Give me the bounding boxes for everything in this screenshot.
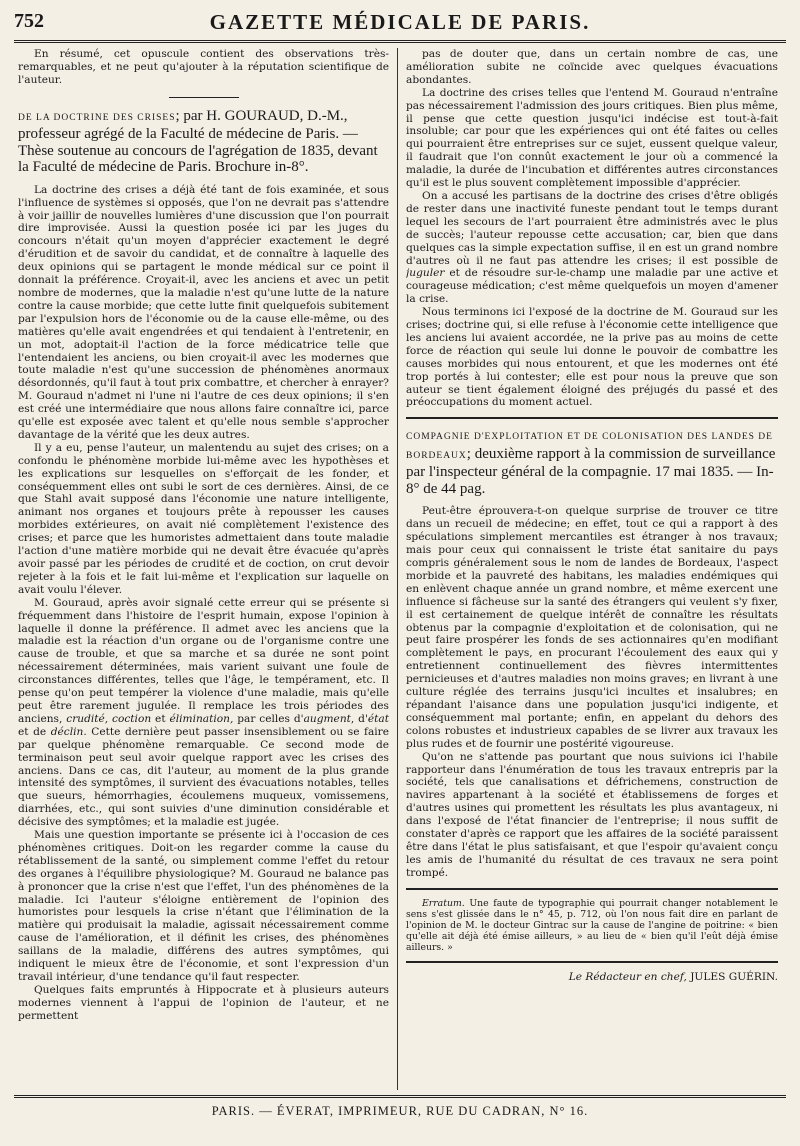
article-title-rest: ; par H. GOURAUD, D.-M., professeur agrégé de la Faculté de médecine de Paris. — Thèse soutenue au concours de l'agrégation de 1835, devant la Faculté de médecine de Paris. Brochure in-8°. (18, 107, 378, 176)
article-title-lead: COMPAGNIE D'EXPLOITATION ET DE COLONISATION DES LANDES DE BORDEAUX (406, 432, 773, 461)
paragraph: La doctrine des crises telles que l'entend M. Gouraud n'entraîne pas nécessairement l'admission des jours critiques. Bien plus même, il pense que cette question jusqu'ici indécise est tout-à-fait insoluble; car pour que les expériences qui ont été faites ou celles qui pourraient être entreprises sur ce sujet, eussent quelque valeur, il faudrait que l'on connût exactement le jour où a commencé la maladie, la durée de l'incubation et différentes autres circonstances qu'il est le plus souvent complètement impossible d'apprécier. (406, 86, 778, 190)
paragraph: Mais une question importante se présente ici à l'occasion de ces phénomènes critiques. Doit-on les regarder comme la cause du rétablissement de la santé, ou simplement comme l'effet du retour des organes à l'équilibre physiologique? M. Gouraud ne balance pas à prononcer que la crise n'est que l'effet, l'un des phénomènes de la maladie. Ici l'auteur s'éloigne entièrement de l'opinion des humoristes pour lesquels la crise n'étant que l'élimination de la matière qui produisait la maladie, agissait nécessairement comme cause de l'amélioration, et il définit les crises, des phénomènes saillans de la maladie, différens des autres symptômes, qui indiquent le mieux être de l'économie, et sont l'expression d'un travail intérieur, d'une tendance qu'il faut respecter. (18, 829, 389, 983)
gazette-title: GAZETTE MÉDICALE DE PARIS. (209, 10, 591, 34)
paragraph: pas de douter que, dans un certain nombre de cas, une amélioration subite ne coïncide avec quelques évacuations abondantes. (406, 48, 778, 86)
paragraph (406, 190, 778, 306)
emphasis: état (367, 712, 389, 725)
text-run: et de (18, 725, 47, 738)
paragraph (18, 597, 389, 829)
column-divider (397, 48, 398, 1090)
paragraph: Nous terminons ici l'exposé de la doctrine de M. Gouraud sur les crises; doctrine qui, si elle refuse à l'économie cette intelligence que les anciens lui avaient accordée, ne la prive pas au moins de cette force de réaction qui seule lui donne le pouvoir de combattre les causes morbides qui nous entourent, et que les modernes ont été trop portés à lui contester; elle est pour nous la preuve que son auteur se tient également éloigné des préjugés du passé et des préoccupations du moment actuel. (406, 306, 778, 409)
section-divider (406, 888, 778, 890)
article-title-landes (406, 427, 778, 497)
text-run: , d' (350, 712, 368, 725)
text-run: et de résoudre sur-le-champ une maladie par une active et courageuse médication; c'est même quelquefois un moyen d'amener la crise. (406, 267, 778, 306)
paragraph: Peut-être éprouvera-t-on quelque surprise de trouver ce titre dans un recueil de médecine; en effet, tout ce qui a rapport à des spéculations simplement mercantiles est étranger à nos travaux; mais pour ceux qui connaissent le triste état sanitaire du pays compris généralement sous le nom de landes de Bordeaux, l'aspect morbide et la pauvreté des habitans, les maladies endémiques qui en enlèvent chaque année un grand nombre, et même exercent une influence si fâcheuse sur la santé des étrangers qui veulent s'y fixer, il est certainement de quelque intérêt de connaître les résultats obtenus par la compagnie d'exploitation et de colonisation, qui ne peut faire prospérer les fonds de ses actionnaires qu'en modifiant complètement le pays, en procurant l'écoulement des eaux qui y entretiennent continuellement des fièvres intermittentes pernicieuses et d'autres maladies non moins graves; en livrant à une culture réglée des terrains jusqu'ici incultes et insalubres; en répandant l'aisance dans une population jusqu'ici indigente, et conséquemment mal portante; enfin, en appelant du dehors des colons robustes et industrieux capables de se livrer aux travaux les plus rudes et de fournir une postérité vigoureuse. (406, 505, 778, 750)
text-run: M. Gouraud, après avoir signalé cette erreur qui se présente si fréquemment dans l'histoire de l'esprit humain, expose l'opinion à laquelle il donne la préférence. Il admet avec les anciens que la maladie est la réaction d'un organe ou de l'organisme contre une cause de trouble, et que sa marche et sa durée ne sont point nécessairement déterminées, mais varient suivant une foule de circonstances différentes, telles que l'âge, le tempérament, etc. Il pense qu'on peut tempérer la violence d'une maladie, mais qu'elle peut être rarement jugulée. Il remplace les trois périodes des anciens, (18, 596, 389, 725)
text-run: par celles d' (237, 712, 304, 725)
section-divider (406, 417, 778, 419)
article-title-rest: ; deuxième rapport à la commission de surveillance par l'inspecteur général de la compagnie. 17 mai 1835. — In-8° de 44 pag. (406, 445, 776, 497)
section-divider (406, 961, 778, 963)
erratum-paragraph (406, 898, 778, 953)
erratum-notice (406, 898, 778, 953)
left-column (18, 48, 389, 1090)
emphasis: augment (303, 712, 351, 725)
spacer (18, 176, 389, 184)
paragraph: La doctrine des crises a déjà été tant de fois examinée, et sous l'influence de systèmes si opposés, que l'on ne devrait pas s'attendre à voir jaillir de nouvelles lumières d'une discussion que l'on pourrait dire improvisée. Aussi la question posée ici par les juges du concours n'était qu'un moyen d'apprécier exactement le degré d'érudition et de savoir du candidat, et de connaître à laquelle des deux opinions qui se partagent le monde médical sur ce point il donnait la préférence. Croyait-il, avec les anciens et avec un petit nombre de modernes, que la maladie n'est qu'une lutte de la nature contre la cause morbide; que cette lutte finit quelquefois subitement par l'expulsion hors de l'économie ou de la cause elle-même, ou des matières qu'elle avait engendrées et qui tendaient à l'entretenir, en un mot, adoptait-il l'action de la force médicatrice telle que l'entendaient les anciens, ou bien croyait-il avec les modernes que toute maladie n'est qu'une succession de phénomènes anormaux désordonnés, qu'il faut à tout prix combattre, et chercher à enrayer? M. Gouraud n'admet ni l'une ni l'autre de ces deux opinions; il s'en est créé une intermédiaire que nous allons faire connaître ici, parce qu'elle est exposée avec talent et qu'elle nous semble s'approcher davantage de la vérité que les deux autres. (18, 183, 389, 441)
paragraph: Qu'on ne s'attende pas pourtant que nous suivions ici l'habile rapporteur dans l'énumération de tous les travaux entrepris par la société, tels que canalisations et défrichemens, construction de navires appartenant à la société et établissemens de forges et d'autres usines qui promettent les résultats les plus avantageux, ni dans l'exposé de l'état financier de l'entreprise; il nous suffit de constater d'après ce rapport que les affaires de la société paraissent être dans l'état le plus satisfaisant, et que l'espoir qu'avaient conçu les amis de l'humanité du résultat de ces travaux ne sera point trompé. (406, 750, 778, 879)
emphasis: déclin (50, 725, 84, 738)
signature-name: JULES GUÉRIN. (690, 970, 778, 983)
article-title-lead: DE LA DOCTRINE DES CRISES (18, 112, 176, 123)
page-number: 752 (14, 10, 44, 32)
erratum-text: Une faute de typographie qui pourrait changer notablement le sens s'est glissée dans le n° 45, p. 712, où l'on nous fait dire en parlant de l'opinion de M. le docteur Gintrac sur la cause de l'angine de poitrine: « bien qu'elle ait déjà été émise ailleurs, » au lieu de « bien qu'il l'eût déjà émise ailleurs. » (406, 897, 778, 953)
header-rule (14, 40, 786, 43)
emphasis: juguler (406, 267, 445, 280)
printer-imprint: PARIS. — ÉVERAT, IMPRIMEUR, RUE DU CADRAN, N° 16. (211, 1104, 589, 1118)
paragraph: Quelques faits empruntés à Hippocrate et à plusieurs auteurs modernes viennent à l'appui de l'opinion de l'auteur, et ne permettent (18, 983, 389, 1022)
text-run: et (155, 712, 166, 725)
intro-paragraph: En résumé, cet opuscule contient des observations très-remarquables, et ne peut qu'ajouter à la réputation scientifique de l'auteur. (18, 48, 389, 86)
spacer (406, 497, 778, 505)
paragraph: Il y a eu, pense l'auteur, un malentendu au sujet des crises; on a confondu le phénomène morbide lui-même avec les hypothèses et les explications sur lesquelles on s'efforçait de les fonder, et conséquemment elles ont subi le sort de ces dernières. Ainsi, de ce que Stahl avait supposé dans l'économie une nature intelligente, animant nos organes et toujours prête à repousser les causes morbides extérieures, on avait nié complètement l'existence des crises; et parce que les humoristes admettaient dans toute maladie l'action d'une matière morbide qui ne devait être évacuée qu'après avoir passé par les périodes de crudité et de coction, on crut devoir rejeter à la fois et le fait lui-même et l'explication sur laquelle on avait voulu l'élever. (18, 441, 389, 596)
text-run: . Cette dernière peut passer insensiblement ou se faire par quelque phénomène remarquable. Ce second mode de terminaison peut seul avoir quelque rapport avec les crises des anciens. Dans ce cas, dit l'auteur, au moment de la plus grande intensité des symptômes, il survient des évacuations notables, telles que sueurs, hémorrhagies, écoulemens muqueux, vomissemens, diarrhées, etc., qui sont suivies d'une diminution considérable et décisive des symptômes; et la maladie est jugée. (18, 725, 389, 829)
editor-signature (406, 971, 778, 984)
emphasis: crudité, coction (66, 712, 152, 725)
footer-rule (14, 1095, 786, 1098)
right-column (406, 48, 778, 1090)
signature-label: Le Rédacteur en chef, (568, 970, 687, 983)
page-header (14, 10, 786, 40)
article-title-crises (18, 108, 389, 176)
section-divider (169, 97, 239, 98)
emphasis: élimination, (169, 712, 234, 725)
erratum-label: Erratum. (422, 897, 465, 909)
text-run: On a accusé les partisans de la doctrine des crises d'être obligés de rester dans une inactivité funeste pendant tout le temps durant lequel les secours de l'art pourraient être administrés avec le plus de succès; l'auteur repousse cette accusation; car, bien que dans quelques cas la simple expectation suffise, il en est un grand nombre d'autres où il ne faut pas attendre les crises; il est possible de (406, 189, 778, 267)
